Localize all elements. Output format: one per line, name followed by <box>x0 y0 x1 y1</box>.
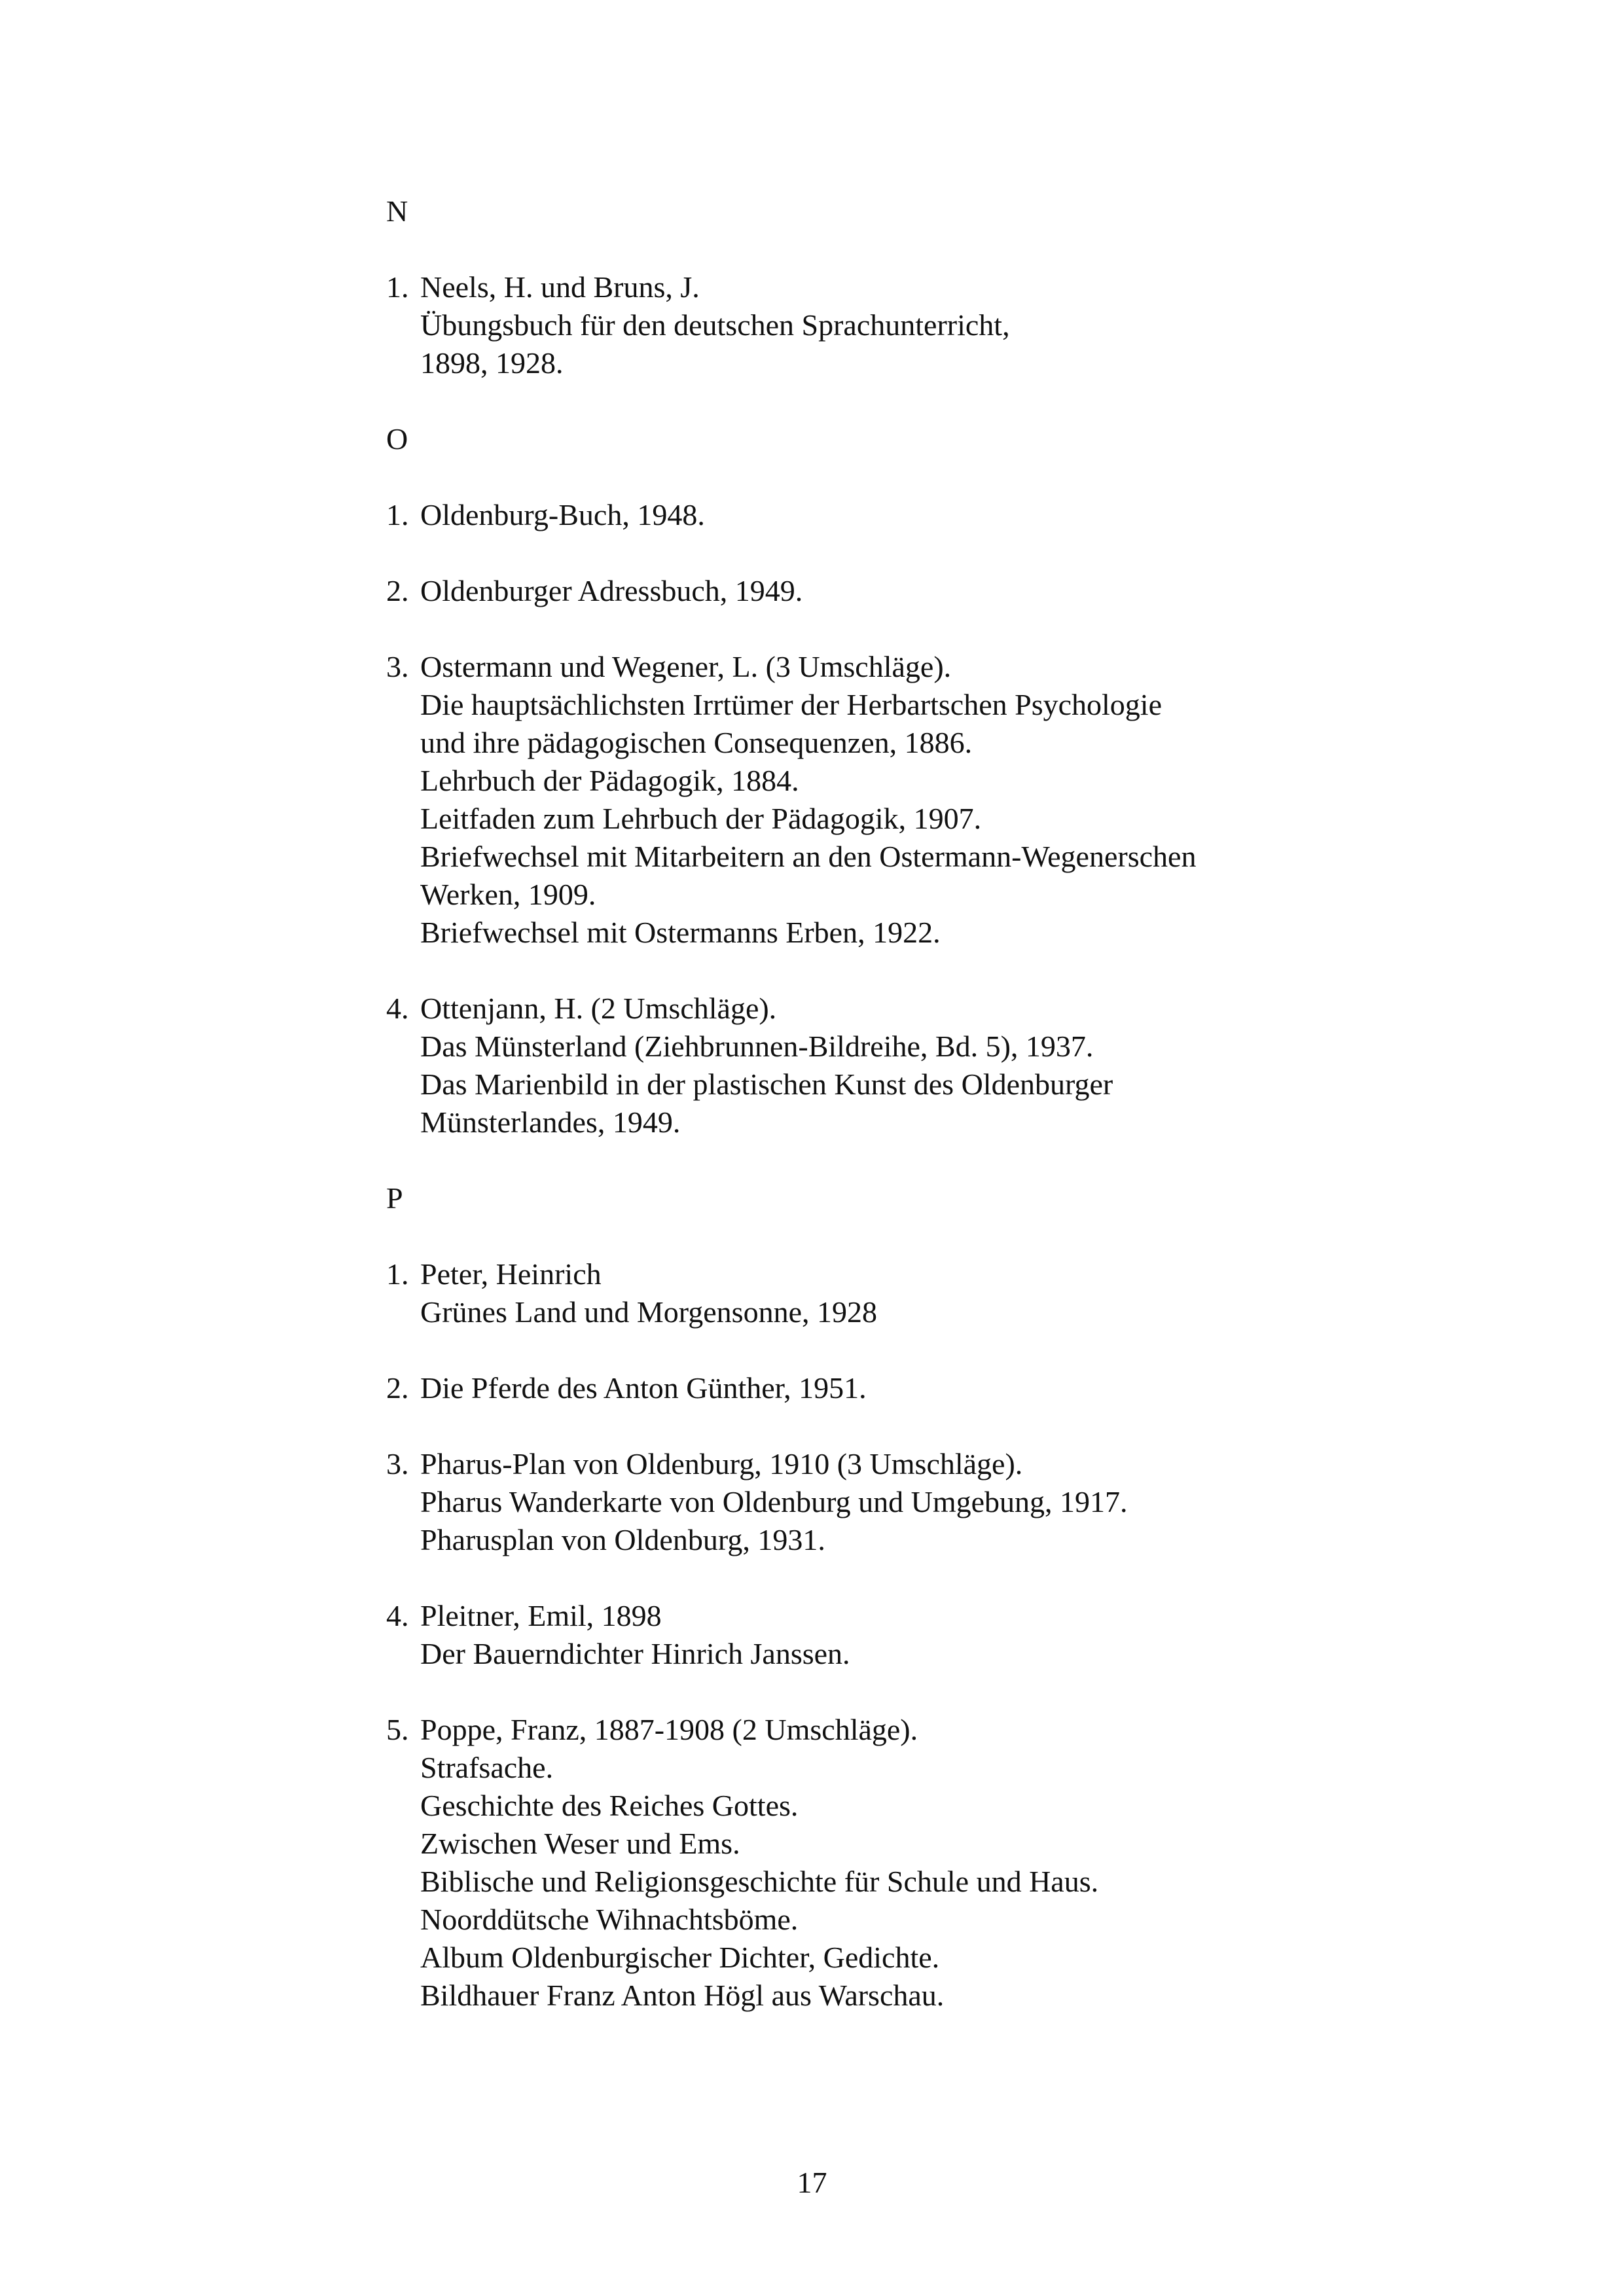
bibliography-entry <box>386 1711 1434 2015</box>
bibliography-entry <box>386 572 1434 610</box>
entry-line: Der Bauerndichter Hinrich Janssen. <box>420 1637 850 1670</box>
entry-first-line <box>386 496 1434 534</box>
entry-line: Das Marienbild in der plastischen Kunst des Oldenburger <box>420 1067 1113 1101</box>
entry-number: 3. <box>386 1447 409 1480</box>
entry-number: 2. <box>386 1371 409 1405</box>
entry-number: 3. <box>386 650 409 683</box>
spacer <box>386 1407 1434 1445</box>
entry-line: Pharus Wanderkarte von Oldenburg und Umgebung, 1917. <box>420 1485 1128 1518</box>
spacer <box>386 1673 1434 1711</box>
section-n <box>386 192 1434 420</box>
entry-line: Leitfaden zum Lehrbuch der Pädagogik, 1907. <box>420 802 982 835</box>
spacer <box>386 1559 1434 1597</box>
entry-first-line <box>386 1255 1434 1293</box>
entry-number: 1. <box>386 270 409 304</box>
entry-line: und ihre pädagogischen Consequenzen, 1886. <box>420 726 973 759</box>
entry-first-line <box>386 1369 1434 1407</box>
entry-line: Biblische und Religionsgeschichte für Schule und Haus. <box>420 1865 1099 1898</box>
entry-line: Lehrbuch der Pädagogik, 1884. <box>420 764 799 797</box>
spacer <box>386 610 1434 648</box>
spacer <box>386 458 1434 496</box>
entry-first-line <box>386 648 1434 686</box>
entry-first-line <box>386 1445 1434 1483</box>
bibliography-entry <box>386 1445 1434 1559</box>
entry-line: Album Oldenburgischer Dichter, Gedichte. <box>420 1941 940 1974</box>
entry-text: Ostermann und Wegener, L. (3 Umschläge). <box>420 650 952 683</box>
entry-text: Pharus-Plan von Oldenburg, 1910 (3 Umschläge). <box>420 1447 1023 1480</box>
entry-line: Münsterlandes, 1949. <box>420 1105 681 1139</box>
bibliography-entry <box>386 268 1434 382</box>
entry-number: 5. <box>386 1713 409 1746</box>
entry-first-line <box>386 990 1434 1028</box>
entry-line: Die hauptsächlichsten Irrtümer der Herbartschen Psychologie <box>420 688 1162 721</box>
entry-line: Pharusplan von Oldenburg, 1931. <box>420 1523 825 1556</box>
entry-first-line <box>386 268 1434 306</box>
entry-line: Briefwechsel mit Ostermanns Erben, 1922. <box>420 916 941 949</box>
entry-text: Peter, Heinrich <box>420 1257 602 1291</box>
spacer <box>386 1141 1434 1179</box>
entry-number: 4. <box>386 992 409 1025</box>
entry-line: Bildhauer Franz Anton Högl aus Warschau. <box>420 1979 945 2012</box>
entry-first-line <box>386 1597 1434 1635</box>
spacer <box>386 1331 1434 1369</box>
entry-line: Grünes Land und Morgensonne, 1928 <box>420 1295 877 1329</box>
entry-first-line <box>386 1711 1434 1749</box>
bibliography-list <box>386 192 1434 2053</box>
bibliography-entry <box>386 496 1434 534</box>
spacer <box>386 534 1434 572</box>
spacer <box>386 1217 1434 1255</box>
section-p <box>386 1179 1434 2053</box>
section-letter: N <box>386 194 408 228</box>
entry-line: Briefwechsel mit Mitarbeitern an den Ostermann-Wegenerschen <box>420 840 1197 873</box>
section-o <box>386 420 1434 1179</box>
entry-line: 1898, 1928. <box>420 346 564 380</box>
entry-line: Zwischen Weser und Ems. <box>420 1827 740 1860</box>
section-letter: P <box>386 1181 403 1215</box>
entry-line: Werken, 1909. <box>420 878 596 911</box>
entry-first-line <box>386 572 1434 610</box>
bibliography-entry <box>386 648 1434 952</box>
entry-text: Poppe, Franz, 1887-1908 (2 Umschläge). <box>420 1713 918 1746</box>
spacer <box>386 952 1434 990</box>
entry-line: Geschichte des Reiches Gottes. <box>420 1789 799 1822</box>
page-number: 17 <box>797 2166 827 2199</box>
entry-number: 2. <box>386 574 409 607</box>
entry-text: Die Pferde des Anton Günther, 1951. <box>420 1371 867 1405</box>
bibliography-entry <box>386 1255 1434 1331</box>
entry-text: Neels, H. und Bruns, J. <box>420 270 700 304</box>
entry-number: 4. <box>386 1599 409 1632</box>
entry-number: 1. <box>386 498 409 531</box>
spacer <box>386 2015 1434 2053</box>
bibliography-entry <box>386 1597 1434 1673</box>
entry-line: Das Münsterland (Ziehbrunnen-Bildreihe, Bd. 5), 1937. <box>420 1030 1094 1063</box>
entry-number: 1. <box>386 1257 409 1291</box>
entry-text: Oldenburger Adressbuch, 1949. <box>420 574 803 607</box>
entry-text: Ottenjann, H. (2 Umschläge). <box>420 992 777 1025</box>
spacer <box>386 230 1434 268</box>
spacer <box>386 382 1434 420</box>
section-letter: O <box>386 422 408 456</box>
entry-text: Oldenburg-Buch, 1948. <box>420 498 705 531</box>
bibliography-entry <box>386 990 1434 1141</box>
entry-line: Noorddütsche Wihnachtsböme. <box>420 1903 799 1936</box>
entry-line: Strafsache. <box>420 1751 554 1784</box>
bibliography-entry <box>386 1369 1434 1407</box>
entry-text: Pleitner, Emil, 1898 <box>420 1599 662 1632</box>
entry-line: Übungsbuch für den deutschen Sprachunterricht, <box>420 308 1010 342</box>
